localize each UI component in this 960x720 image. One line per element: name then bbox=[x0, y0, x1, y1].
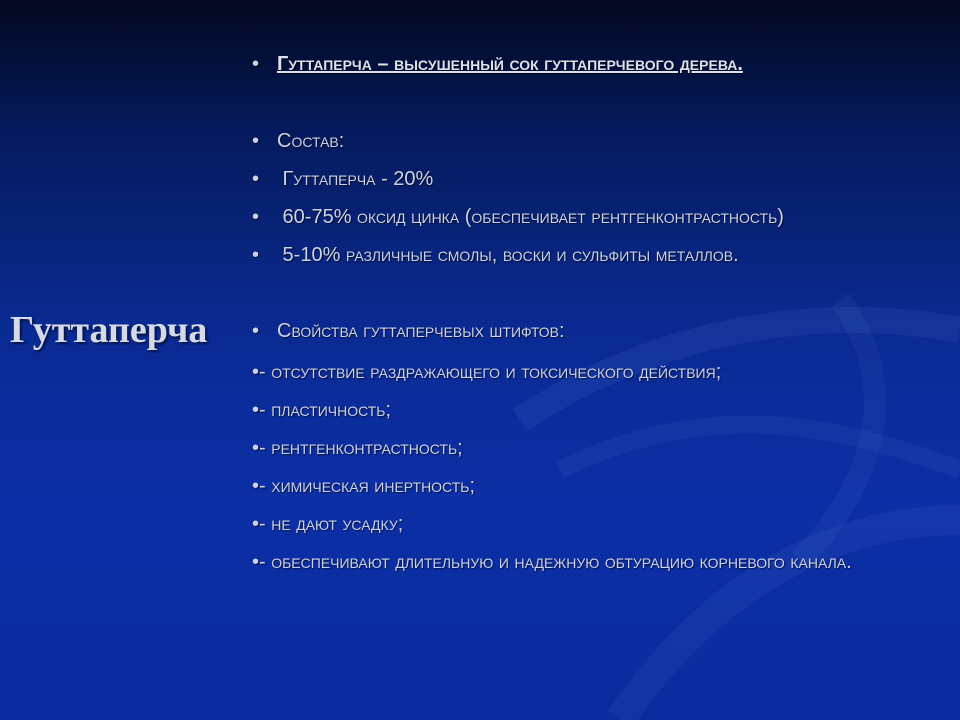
property-item: •- пластичность; bbox=[252, 399, 392, 421]
bullet-icon: • bbox=[252, 437, 260, 459]
composition-item: • 60-75% оксид цинка (обеспечивает рентгенконтрастность) bbox=[252, 206, 784, 228]
bullet-icon: • bbox=[252, 399, 260, 421]
slide-side-title: Гуттаперча bbox=[10, 309, 208, 351]
composition-heading-row bbox=[252, 129, 344, 153]
bullet-icon: • bbox=[252, 130, 260, 152]
property-item: •- не дают усадку; bbox=[252, 513, 404, 535]
property-item: •- химическая инертность; bbox=[252, 475, 476, 497]
bullet-icon: • bbox=[252, 361, 260, 383]
bullet-icon: • bbox=[252, 513, 260, 535]
property-item: •- обеспечивают длительную и надежную обтурацию корневого канала. bbox=[252, 551, 852, 573]
composition-item: • 5-10% различные смолы, воски и сульфиты металлов. bbox=[252, 244, 739, 266]
bullet-icon: • bbox=[252, 206, 260, 228]
bullet-icon: • bbox=[252, 53, 260, 75]
bullet-icon: • bbox=[252, 168, 260, 190]
bullet-icon: • bbox=[252, 244, 260, 266]
composition-item: • Гуттаперча - 20% bbox=[252, 168, 434, 190]
properties-heading: Свойства гуттаперчевых штифтов: bbox=[277, 320, 565, 342]
definition-text: Гуттаперча – высушенный сок гуттаперчевого дерева. bbox=[277, 53, 743, 75]
definition-row bbox=[252, 52, 743, 76]
property-item: •- отсутствие раздражающего и токсического действия; bbox=[252, 361, 722, 383]
composition-heading: Состав: bbox=[277, 130, 345, 152]
bullet-icon: • bbox=[252, 475, 260, 497]
properties-heading-row bbox=[252, 319, 565, 343]
property-item: •- рентгенконтрастность; bbox=[252, 437, 463, 459]
bullet-icon: • bbox=[252, 551, 260, 573]
bullet-icon: • bbox=[252, 320, 260, 342]
